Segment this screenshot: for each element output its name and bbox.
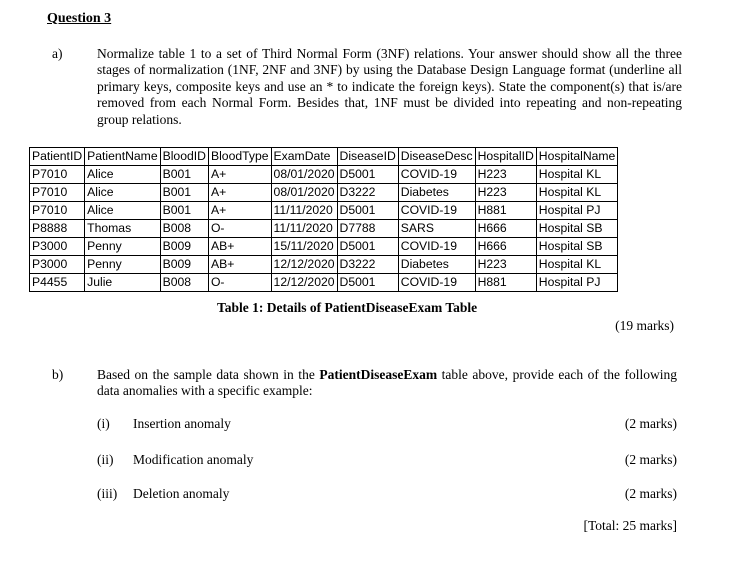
cell: 08/01/2020	[271, 166, 337, 184]
cell: H223	[475, 184, 536, 202]
part-b-label: b)	[52, 367, 64, 382]
cell: H666	[475, 220, 536, 238]
cell: D3222	[337, 184, 398, 202]
cell: 12/12/2020	[271, 274, 337, 292]
cell: B001	[160, 166, 208, 184]
cell: H223	[475, 166, 536, 184]
header-patient-id: PatientID	[30, 148, 85, 166]
cell: P7010	[30, 184, 85, 202]
cell: COVID-19	[398, 202, 475, 220]
cell: COVID-19	[398, 238, 475, 256]
cell: Penny	[85, 256, 160, 274]
cell: Hospital SB	[536, 238, 618, 256]
table-header-row	[30, 148, 618, 166]
header-patient-name: PatientName	[85, 148, 160, 166]
part-a-text: Normalize table 1 to a set of Third Normal Form (3NF) relations. Your answer should show all the three stages of normalization (1NF, 2NF and 3NF) by using the Database Design Language format (underline all primary keys, composite keys and use an * to indicate the foreign keys). State the component(s) that is/are removed from each Normal Form. Besides that, 1NF must be divided into repeating and non-repeating group relations.	[97, 46, 682, 127]
table-row	[30, 220, 618, 238]
table-row	[30, 238, 618, 256]
part-a-label: a)	[52, 46, 63, 61]
item-marks: (2 marks)	[624, 416, 677, 431]
cell: D3222	[337, 256, 398, 274]
cell: P4455	[30, 274, 85, 292]
patient-disease-exam-table	[29, 147, 618, 292]
cell: B009	[160, 238, 208, 256]
cell: B008	[160, 220, 208, 238]
table-name-bold: PatientDiseaseExam	[319, 367, 438, 382]
cell: B001	[160, 184, 208, 202]
cell: O-	[208, 220, 271, 238]
modification-anomaly-label: Modification anomaly	[133, 452, 254, 467]
header-exam-date: ExamDate	[271, 148, 337, 166]
cell: D5001	[337, 166, 398, 184]
cell: B008	[160, 274, 208, 292]
cell: Diabetes	[398, 184, 475, 202]
cell: Hospital KL	[536, 256, 618, 274]
cell: B009	[160, 256, 208, 274]
cell: D5001	[337, 202, 398, 220]
question-title: Question 3	[47, 11, 112, 26]
table-row	[30, 274, 618, 292]
cell: 11/11/2020	[271, 202, 337, 220]
header-blood-id: BloodID	[160, 148, 208, 166]
cell: H666	[475, 238, 536, 256]
part-b-text-after: table above, provide each of the following data anomalies with a specific example:	[97, 367, 677, 399]
cell: D7788	[337, 220, 398, 238]
part-b-text	[97, 367, 677, 400]
cell: Hospital PJ	[536, 274, 618, 292]
cell: D5001	[337, 274, 398, 292]
cell: Hospital KL	[536, 184, 618, 202]
cell: H223	[475, 256, 536, 274]
cell: A+	[208, 166, 271, 184]
item-marks: (2 marks)	[624, 486, 677, 501]
total-marks: [Total: 25 marks]	[583, 518, 677, 533]
part-a-marks: (19 marks)	[615, 318, 674, 333]
cell: H881	[475, 202, 536, 220]
table-row	[30, 202, 618, 220]
cell: COVID-19	[398, 166, 475, 184]
table-row	[30, 166, 618, 184]
cell: SARS	[398, 220, 475, 238]
header-disease-id: DiseaseID	[337, 148, 398, 166]
cell: COVID-19	[398, 274, 475, 292]
cell: H881	[475, 274, 536, 292]
cell: Alice	[85, 202, 160, 220]
cell: 11/11/2020	[271, 220, 337, 238]
table-caption: Table 1: Details of PatientDiseaseExam Table	[217, 300, 478, 315]
header-hospital-id: HospitalID	[475, 148, 536, 166]
cell: Hospital KL	[536, 166, 618, 184]
cell: 15/11/2020	[271, 238, 337, 256]
part-b-text-before: Based on the sample data shown in the	[97, 367, 320, 382]
cell: P3000	[30, 256, 85, 274]
cell: AB+	[208, 256, 271, 274]
cell: Alice	[85, 166, 160, 184]
cell: A+	[208, 184, 271, 202]
item-number: (ii)	[97, 452, 114, 467]
cell: B001	[160, 202, 208, 220]
header-disease-desc: DiseaseDesc	[398, 148, 475, 166]
deletion-anomaly-label: Deletion anomaly	[133, 486, 230, 501]
table-row	[30, 256, 618, 274]
cell: Diabetes	[398, 256, 475, 274]
cell: AB+	[208, 238, 271, 256]
cell: Alice	[85, 184, 160, 202]
cell: A+	[208, 202, 271, 220]
cell: Hospital SB	[536, 220, 618, 238]
cell: P3000	[30, 238, 85, 256]
header-hospital-name: HospitalName	[536, 148, 618, 166]
cell: 12/12/2020	[271, 256, 337, 274]
cell: O-	[208, 274, 271, 292]
cell: Hospital PJ	[536, 202, 618, 220]
table-row	[30, 184, 618, 202]
cell: Thomas	[85, 220, 160, 238]
cell: 08/01/2020	[271, 184, 337, 202]
item-number: (iii)	[97, 486, 118, 501]
item-marks: (2 marks)	[624, 452, 677, 467]
cell: Penny	[85, 238, 160, 256]
header-blood-type: BloodType	[208, 148, 271, 166]
cell: D5001	[337, 238, 398, 256]
insertion-anomaly-label: Insertion anomaly	[133, 416, 231, 431]
cell: P7010	[30, 202, 85, 220]
cell: P8888	[30, 220, 85, 238]
cell: P7010	[30, 166, 85, 184]
cell: Julie	[85, 274, 160, 292]
item-number: (i)	[97, 416, 110, 431]
